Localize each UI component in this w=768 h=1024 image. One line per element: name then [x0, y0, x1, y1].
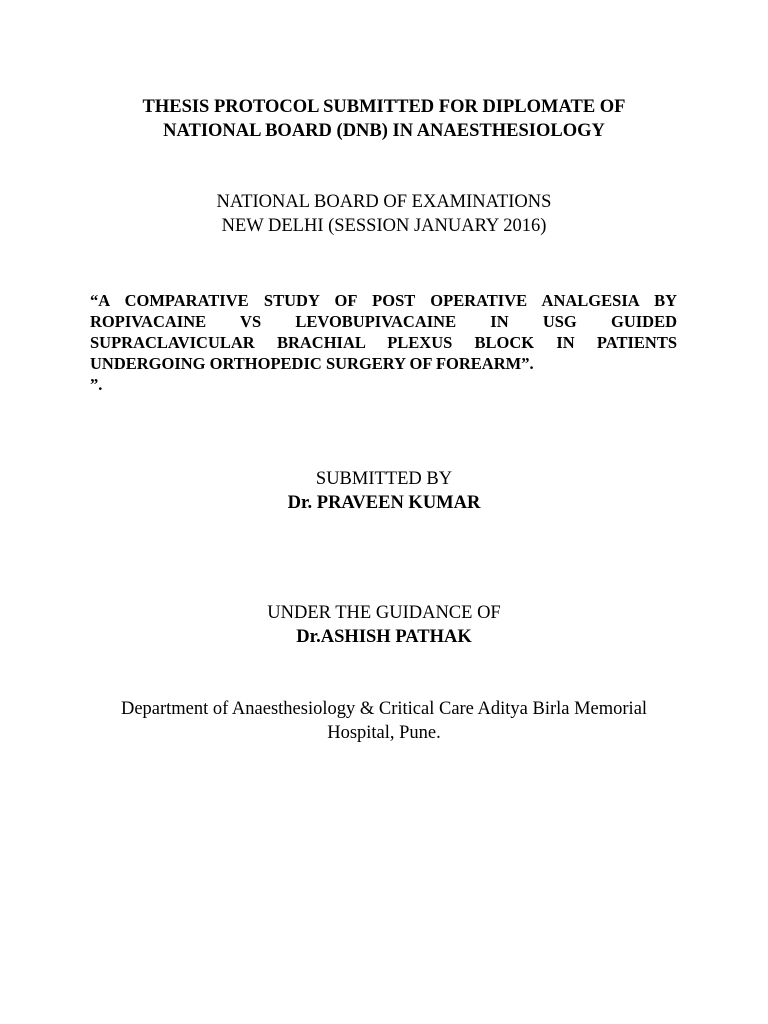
study-title-line: “A COMPARATIVE STUDY OF POST OPERATIVE ANALGESIA BY [90, 291, 677, 310]
department-line-2: Hospital, Pune. [327, 723, 441, 743]
submitted-by-section [0, 467, 768, 515]
thesis-heading [0, 95, 768, 143]
thesis-heading-line-1: THESIS PROTOCOL SUBMITTED FOR DIPLOMATE OF [142, 97, 626, 117]
study-title-line: ROPIVACAINE VS LEVOBUPIVACAINE IN USG GUIDED [90, 312, 677, 331]
submitted-by-label: SUBMITTED BY [315, 469, 453, 489]
board-name: NATIONAL BOARD OF EXAMINATIONS [216, 192, 552, 212]
thesis-heading-line-2: NATIONAL BOARD (DNB) IN ANAESTHESIOLOGY [163, 121, 605, 141]
department-affiliation [60, 697, 708, 745]
study-title-line: SUPRACLAVICULAR BRACHIAL PLEXUS BLOCK IN PATIENTS [90, 333, 677, 352]
guide-name: Dr.ASHISH PATHAK [296, 627, 472, 647]
guidance-section [0, 601, 768, 649]
author-name: Dr. PRAVEEN KUMAR [287, 493, 481, 513]
study-title-line: UNDERGOING ORTHOPEDIC SURGERY OF FOREARM”. [90, 354, 534, 373]
board-session: NEW DELHI (SESSION JANUARY 2016) [221, 216, 547, 236]
department-line-1: Department of Anaesthesiology & Critical Care Aditya Birla Memorial [120, 699, 648, 719]
study-title [90, 290, 677, 395]
guidance-label: UNDER THE GUIDANCE OF [267, 603, 501, 623]
examination-board [0, 190, 768, 238]
study-title-line: ”. [90, 375, 103, 394]
